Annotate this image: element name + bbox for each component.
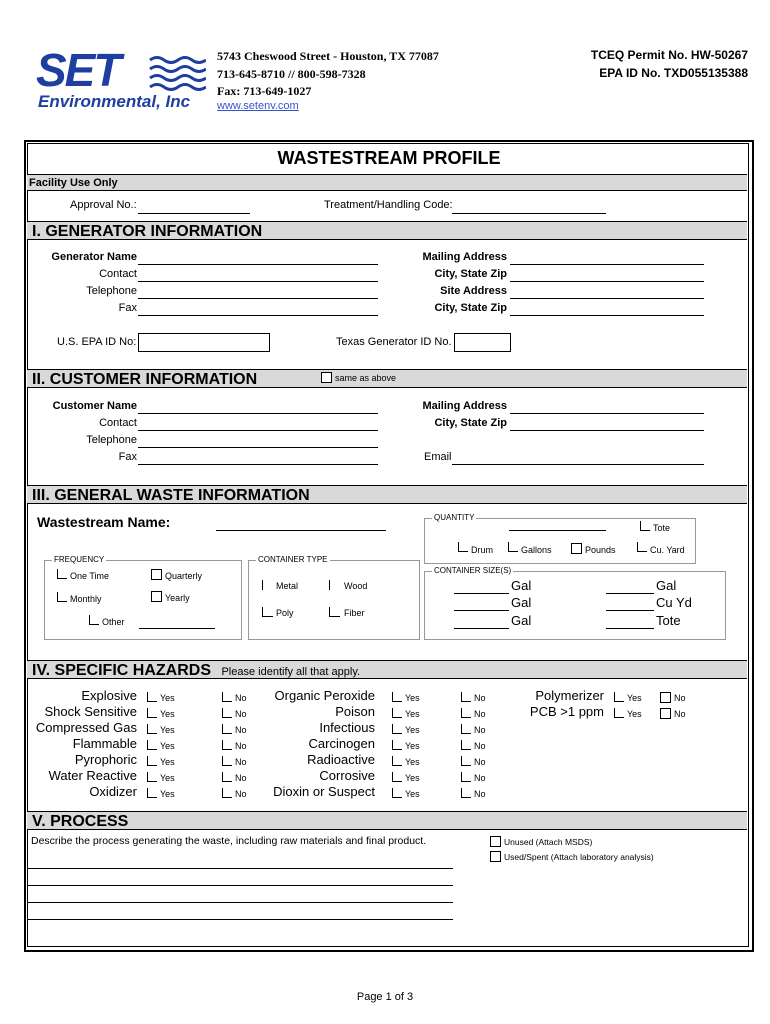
- generator-name-field[interactable]: [138, 264, 378, 265]
- hazard-carcinogen-no-label: No: [474, 741, 486, 751]
- generator-city-state-label: City, State Zip: [434, 268, 507, 280]
- hazard-organic-peroxide-yes-checkbox[interactable]: [392, 692, 402, 702]
- section-generator-header: I. GENERATOR INFORMATION: [27, 221, 747, 240]
- hazard-infectious-no-label: No: [474, 725, 486, 735]
- company-fax: Fax: 713-649-1027: [217, 84, 312, 98]
- drum-checkbox[interactable]: [458, 542, 468, 552]
- page-number: Page 1 of 3: [356, 991, 414, 1003]
- hazard-shock-sensitive-yes-label: Yes: [160, 709, 175, 719]
- size-gal-label-2: Gal: [511, 595, 532, 610]
- hazard-carcinogen-no-checkbox[interactable]: [461, 740, 471, 750]
- hazard-radioactive-label: Radioactive: [307, 752, 375, 767]
- customer-email-field[interactable]: [452, 464, 704, 465]
- section-waste-info-header: III. GENERAL WASTE INFORMATION: [27, 485, 747, 504]
- hazard-compressed-gas-label: Compressed Gas: [35, 720, 137, 735]
- hazard-poison-yes-label: Yes: [405, 709, 420, 719]
- hazard-dioxin-or-suspect-yes-checkbox[interactable]: [392, 788, 402, 798]
- generator-telephone-field[interactable]: [138, 298, 378, 299]
- hazard-pcb-1-ppm-label: PCB >1 ppm: [529, 704, 604, 719]
- wood-checkbox[interactable]: [329, 580, 330, 590]
- approval-label: Approval No.:: [70, 199, 137, 211]
- size-gal-label-1: Gal: [511, 578, 532, 593]
- process-line-2[interactable]: [27, 885, 453, 886]
- process-line-4[interactable]: [27, 919, 453, 920]
- size-cuyd-field[interactable]: [606, 610, 654, 611]
- hazard-oxidizer-yes-label: Yes: [160, 789, 175, 799]
- unused-label: Unused (Attach MSDS): [504, 837, 593, 847]
- company-logo-subtitle: Environmental, Inc: [38, 92, 191, 111]
- hazard-pyrophoric-no-checkbox[interactable]: [222, 756, 232, 766]
- process-line-3[interactable]: [27, 902, 453, 903]
- hazard-water-reactive-yes-checkbox[interactable]: [147, 772, 157, 782]
- used-spent-label: Used/Spent (Attach laboratory analysis): [504, 852, 654, 862]
- used-spent-checkbox[interactable]: [490, 851, 501, 862]
- size-gal-field-1[interactable]: [454, 593, 509, 594]
- company-website-link[interactable]: www.setenv.com: [217, 100, 299, 112]
- tote-label: Tote: [653, 523, 671, 533]
- customer-mailing-address-field[interactable]: [510, 413, 704, 414]
- customer-mailing-address-label: Mailing Address: [422, 400, 507, 412]
- monthly-label: Monthly: [70, 594, 102, 604]
- hazard-dioxin-or-suspect-no-checkbox[interactable]: [461, 788, 471, 798]
- hazard-flammable-label: Flammable: [72, 736, 137, 751]
- texas-generator-id-field[interactable]: [454, 333, 511, 352]
- cu-yard-label: Cu. Yard: [650, 545, 685, 555]
- hazard-radioactive-yes-label: Yes: [405, 757, 420, 767]
- fiber-checkbox[interactable]: [329, 607, 340, 617]
- generator-fax-field[interactable]: [138, 315, 378, 316]
- tote-checkbox[interactable]: [640, 521, 650, 531]
- quarterly-checkbox[interactable]: [151, 569, 162, 580]
- hazard-corrosive-yes-checkbox[interactable]: [392, 772, 402, 782]
- hazard-compressed-gas-yes-label: Yes: [160, 725, 175, 735]
- size-tote-field[interactable]: [606, 628, 654, 629]
- hazard-compressed-gas-yes-checkbox[interactable]: [147, 724, 157, 734]
- generator-name-label: Generator Name: [51, 251, 137, 263]
- hazard-oxidizer-label: Oxidizer: [89, 784, 137, 799]
- yearly-checkbox[interactable]: [151, 591, 162, 602]
- customer-telephone-field[interactable]: [138, 447, 378, 448]
- size-gal-field-3[interactable]: [454, 628, 509, 629]
- hazard-carcinogen-label: Carcinogen: [308, 736, 375, 751]
- generator-mailing-address-label: Mailing Address: [422, 251, 507, 263]
- customer-telephone-label: Telephone: [86, 434, 137, 446]
- hazard-poison-no-label: No: [474, 709, 486, 719]
- fiber-label: Fiber: [344, 608, 365, 618]
- hazard-organic-peroxide-label: Organic Peroxide: [274, 688, 375, 703]
- hazard-dioxin-or-suspect-label: Dioxin or Suspect: [273, 784, 375, 799]
- hazard-explosive-no-label: No: [235, 693, 247, 703]
- hazard-radioactive-no-checkbox[interactable]: [461, 756, 471, 766]
- hazard-corrosive-yes-label: Yes: [405, 773, 420, 783]
- other-frequency-label: Other: [102, 617, 125, 627]
- customer-city-state-label: City, State Zip: [434, 417, 507, 429]
- hazard-radioactive-no-label: No: [474, 757, 486, 767]
- metal-checkbox[interactable]: [262, 580, 263, 590]
- generator-city-state-field[interactable]: [510, 281, 704, 282]
- wood-label: Wood: [344, 581, 368, 591]
- hazard-polymerizer-label: Polymerizer: [535, 688, 604, 703]
- site-city-state-field[interactable]: [510, 315, 704, 316]
- pounds-checkbox[interactable]: [571, 543, 582, 554]
- hazard-water-reactive-no-checkbox[interactable]: [222, 772, 232, 782]
- customer-name-label: Customer Name: [52, 400, 137, 412]
- hazard-infectious-yes-label: Yes: [405, 725, 420, 735]
- form-title: WASTESTREAM PROFILE: [277, 148, 501, 168]
- hazard-explosive-label: Explosive: [81, 688, 137, 703]
- hazard-pyrophoric-label: Pyrophoric: [74, 752, 137, 767]
- hazard-organic-peroxide-yes-label: Yes: [405, 693, 420, 703]
- size-tote-label: Tote: [656, 613, 681, 628]
- customer-email-label: Email: [424, 451, 452, 463]
- hazards-title: IV. SPECIFIC HAZARDS: [32, 662, 211, 679]
- size-gal-label-3: Gal: [511, 613, 532, 628]
- hazard-compressed-gas-no-label: No: [235, 725, 247, 735]
- hazard-oxidizer-no-label: No: [235, 789, 247, 799]
- container-type-group: [248, 560, 420, 640]
- frequency-title: FREQUENCY: [54, 555, 105, 564]
- hazard-pcb-1-ppm-yes-label: Yes: [627, 709, 642, 719]
- hazard-explosive-yes-label: Yes: [160, 693, 175, 703]
- company-address: 5743 Cheswood Street - Houston, TX 77087: [217, 49, 439, 63]
- hazard-shock-sensitive-yes-checkbox[interactable]: [147, 708, 157, 718]
- hazard-pyrophoric-yes-label: Yes: [160, 757, 175, 767]
- generator-telephone-label: Telephone: [86, 285, 137, 297]
- hazard-corrosive-no-checkbox[interactable]: [461, 772, 471, 782]
- hazard-infectious-no-checkbox[interactable]: [461, 724, 471, 734]
- hazard-flammable-yes-label: Yes: [160, 741, 175, 751]
- hazard-carcinogen-yes-label: Yes: [405, 741, 420, 751]
- hazard-pcb-1-ppm-no-label: No: [674, 709, 686, 719]
- hazard-pyrophoric-yes-checkbox[interactable]: [147, 756, 157, 766]
- one-time-label: One Time: [70, 571, 110, 581]
- hazard-corrosive-label: Corrosive: [319, 768, 375, 783]
- section-hazards-header: [27, 660, 747, 679]
- hazard-dioxin-or-suspect-yes-label: Yes: [405, 789, 420, 799]
- gallons-checkbox[interactable]: [508, 542, 518, 552]
- epa-id-field[interactable]: [138, 333, 270, 352]
- monthly-checkbox[interactable]: [57, 592, 67, 602]
- poly-checkbox[interactable]: [262, 607, 273, 617]
- section-customer-header: II. CUSTOMER INFORMATION: [27, 369, 747, 388]
- process-description-label: Describe the process generating the waste, including raw materials and final product.: [31, 835, 427, 847]
- gallons-label: Gallons: [521, 545, 552, 555]
- customer-city-state-field[interactable]: [510, 430, 704, 431]
- hazard-flammable-no-checkbox[interactable]: [222, 740, 232, 750]
- same-as-above-label: same as above: [335, 373, 397, 383]
- hazard-polymerizer-no-label: No: [674, 693, 686, 703]
- site-address-field[interactable]: [510, 298, 704, 299]
- treatment-code-label: Treatment/Handling Code:: [324, 199, 453, 211]
- size-cuyd-label: Cu Yd: [656, 595, 692, 610]
- hazard-oxidizer-no-checkbox[interactable]: [222, 788, 232, 798]
- hazard-explosive-yes-checkbox[interactable]: [147, 692, 157, 702]
- hazard-water-reactive-yes-label: Yes: [160, 773, 175, 783]
- customer-fax-label: Fax: [118, 451, 137, 463]
- hazard-dioxin-or-suspect-no-label: No: [474, 789, 486, 799]
- customer-contact-label: Contact: [99, 417, 137, 429]
- generator-contact-label: Contact: [99, 268, 137, 280]
- texas-generator-id-label: Texas Generator ID No.: [336, 336, 452, 348]
- hazard-polymerizer-yes-label: Yes: [627, 693, 642, 703]
- generator-fax-label: Fax: [118, 302, 137, 314]
- size-gal-field-2[interactable]: [454, 610, 509, 611]
- hazard-radioactive-yes-checkbox[interactable]: [392, 756, 402, 766]
- same-as-above-checkbox[interactable]: [321, 372, 332, 383]
- yearly-label: Yearly: [165, 593, 190, 603]
- hazard-poison-no-checkbox[interactable]: [461, 708, 471, 718]
- hazard-water-reactive-no-label: No: [235, 773, 247, 783]
- wastestream-name-field[interactable]: [216, 530, 386, 531]
- section-process-header: V. PROCESS: [27, 811, 747, 830]
- container-size-title: CONTAINER SIZE(S): [434, 566, 512, 575]
- site-address-label: Site Address: [440, 285, 507, 297]
- hazard-poison-yes-checkbox[interactable]: [392, 708, 402, 718]
- hazard-pcb-1-ppm-yes-checkbox[interactable]: [614, 708, 624, 718]
- company-logo: SET: [36, 44, 120, 96]
- hazard-poison-label: Poison: [335, 704, 375, 719]
- company-phones: 713-645-8710 // 800-598-7328: [217, 67, 366, 81]
- hazards-subtitle: Please identify all that apply.: [221, 666, 361, 678]
- hazard-polymerizer-yes-checkbox[interactable]: [614, 692, 624, 702]
- hazard-organic-peroxide-no-checkbox[interactable]: [461, 692, 471, 702]
- cu-yard-checkbox[interactable]: [637, 542, 647, 552]
- other-frequency-checkbox[interactable]: [89, 615, 99, 625]
- hazard-oxidizer-yes-checkbox[interactable]: [147, 788, 157, 798]
- metal-label: Metal: [276, 581, 299, 591]
- hazard-polymerizer-no-checkbox[interactable]: [660, 692, 671, 703]
- hazard-shock-sensitive-no-label: No: [235, 709, 247, 719]
- process-line-1[interactable]: [27, 868, 453, 869]
- approval-field[interactable]: [138, 213, 250, 214]
- hazard-compressed-gas-no-checkbox[interactable]: [222, 724, 232, 734]
- unused-checkbox[interactable]: [490, 836, 501, 847]
- site-city-state-label: City, State Zip: [434, 302, 507, 314]
- container-type-title: CONTAINER TYPE: [258, 555, 328, 564]
- other-frequency-field[interactable]: [139, 628, 215, 629]
- size-gal-field-4[interactable]: [606, 593, 654, 594]
- customer-fax-field[interactable]: [138, 464, 378, 465]
- drum-label: Drum: [471, 545, 493, 555]
- epa-id: EPA ID No. TXD055135388: [599, 66, 748, 80]
- hazard-infectious-yes-checkbox[interactable]: [392, 724, 402, 734]
- hazard-water-reactive-label: Water Reactive: [48, 768, 137, 783]
- customer-name-field[interactable]: [138, 413, 378, 414]
- hazard-pcb-1-ppm-no-checkbox[interactable]: [660, 708, 671, 719]
- hazard-infectious-label: Infectious: [319, 720, 375, 735]
- hazard-shock-sensitive-no-checkbox[interactable]: [222, 708, 232, 718]
- wastestream-name-label: Wastestream Name:: [37, 514, 171, 530]
- hazard-flammable-yes-checkbox[interactable]: [147, 740, 157, 750]
- size-gal-label-4: Gal: [656, 578, 677, 593]
- generator-contact-field[interactable]: [138, 281, 378, 282]
- facility-use-header: Facility Use Only: [27, 174, 747, 191]
- hazard-corrosive-no-label: No: [474, 773, 486, 783]
- epa-id-label: U.S. EPA ID No:: [57, 336, 137, 348]
- hazard-pyrophoric-no-label: No: [235, 757, 247, 767]
- one-time-checkbox[interactable]: [57, 569, 67, 579]
- generator-mailing-address-field[interactable]: [510, 264, 704, 265]
- quantity-field[interactable]: [509, 530, 606, 531]
- hazard-shock-sensitive-label: Shock Sensitive: [44, 704, 137, 719]
- quantity-title: QUANTITY: [434, 513, 475, 522]
- hazard-explosive-no-checkbox[interactable]: [222, 692, 232, 702]
- logo-waves-icon: [148, 54, 206, 96]
- hazard-carcinogen-yes-checkbox[interactable]: [392, 740, 402, 750]
- tceq-permit: TCEQ Permit No. HW-50267: [590, 48, 748, 62]
- poly-label: Poly: [276, 608, 294, 618]
- quarterly-label: Quarterly: [165, 571, 203, 581]
- pounds-label: Pounds: [585, 545, 616, 555]
- hazard-flammable-no-label: No: [235, 741, 247, 751]
- customer-contact-field[interactable]: [138, 430, 378, 431]
- hazard-organic-peroxide-no-label: No: [474, 693, 486, 703]
- treatment-code-field[interactable]: [452, 213, 606, 214]
